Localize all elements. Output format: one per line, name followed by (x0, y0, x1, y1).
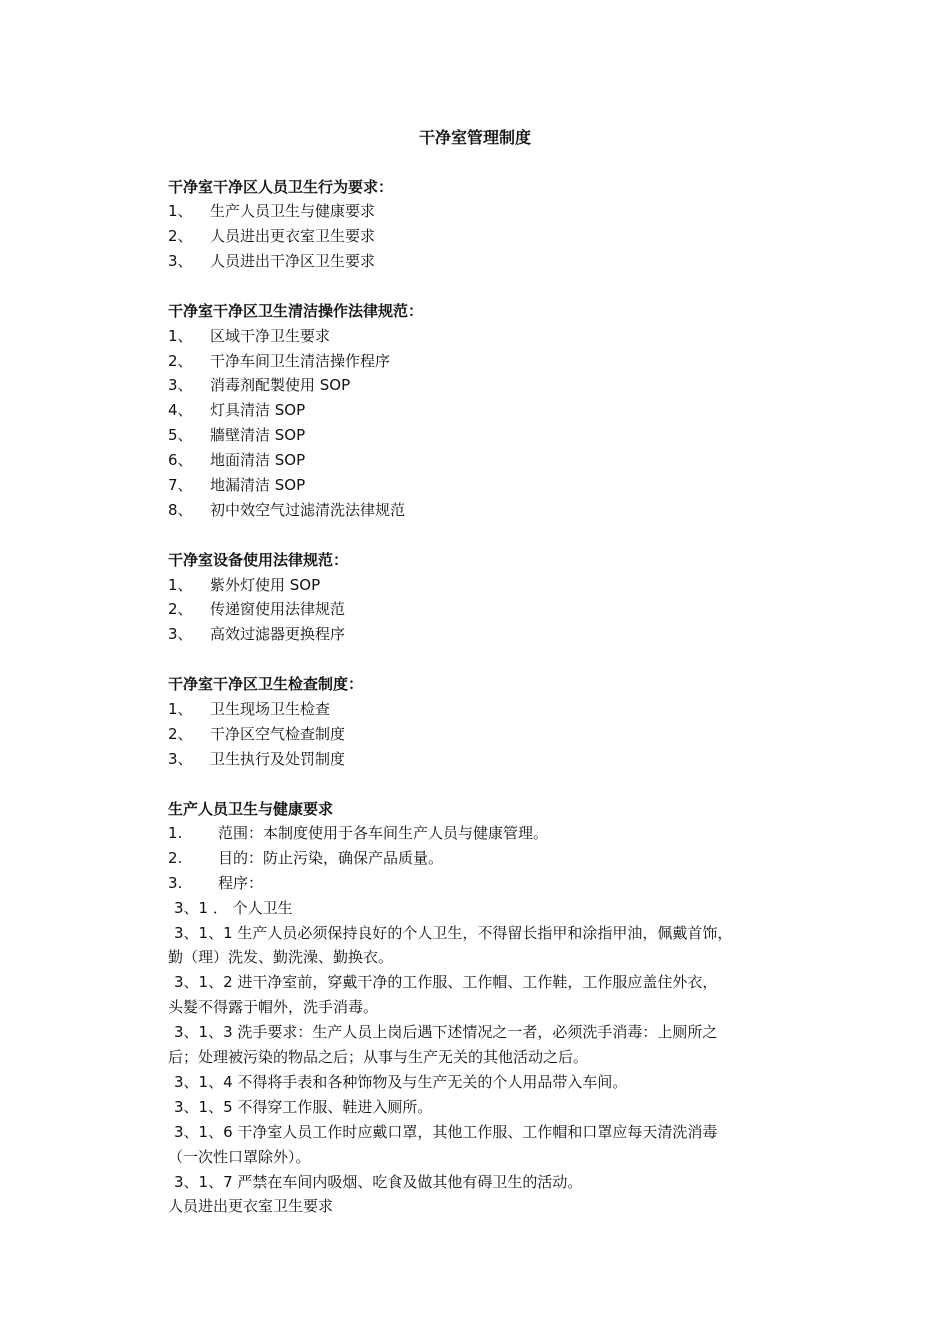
item-text: 高效过滤器更换程序 (210, 625, 346, 643)
list-item (168, 722, 345, 746)
item-text: 地漏清洁 SOP (210, 476, 306, 494)
list-item (168, 199, 375, 223)
paragraph-line: （一次性口罩除外）。 (168, 1148, 311, 1166)
list-item (168, 622, 345, 646)
list-item (168, 448, 305, 472)
item-number: 1、 (168, 576, 193, 594)
section-heading-health-requirements: 生产人员卫生与健康要求 (168, 800, 334, 818)
item-number: 8、 (168, 501, 193, 519)
list-item (168, 373, 350, 397)
item-number: 3、 (168, 625, 193, 643)
section-heading-personnel-hygiene: 干净室干净区人员卫生行为要求： (168, 178, 394, 196)
list-item (168, 697, 330, 721)
item-number: 2、 (168, 725, 193, 743)
item-number: 1、 (168, 202, 193, 220)
item-text: 灯具清洁 SOP (210, 401, 306, 419)
list-item (168, 473, 305, 497)
list-item (168, 573, 320, 597)
item-text: 范围：本制度使用于各车间生产人员与健康管理。 (218, 824, 549, 842)
paragraph-line: 人员进出更衣室卫生要求 (168, 1197, 334, 1215)
document-title: 干净室管理制度 (418, 128, 531, 147)
item-text: 程序： (218, 874, 264, 892)
item-number: 1、 (168, 327, 193, 345)
item-number: 2、 (168, 600, 193, 618)
paragraph-line: 头髮不得露于帽外，洗手消毒。 (168, 998, 379, 1016)
paragraph-line: 后；处理被污染的物品之后；从事与生产无关的其他活动之后。 (168, 1048, 589, 1066)
paragraph-line: 3、1、1 生产人员必须保持良好的个人卫生，不得留长指甲和涂指甲油，佩戴首饰， (174, 924, 733, 942)
item-number: 2、 (168, 227, 193, 245)
list-item (168, 398, 305, 422)
item-text: 牆壁清洁 SOP (210, 426, 306, 444)
paragraph-line: 3、1、7 严禁在车间内吸烟、吃食及做其他有碍卫生的活动。 (174, 1173, 583, 1191)
list-item (168, 846, 443, 870)
item-number: 1. (168, 824, 183, 842)
item-text: 人员进出干净区卫生要求 (210, 252, 376, 270)
list-item (168, 224, 375, 248)
item-text: 干净车间卫生清洁操作程序 (210, 352, 391, 370)
item-text: 区域干净卫生要求 (210, 327, 331, 345)
item-number: 2. (168, 849, 183, 867)
item-number: 3、 (168, 376, 193, 394)
paragraph-line: 3、1、5 不得穿工作服、鞋进入厕所。 (174, 1098, 433, 1116)
item-text: 目的：防止污染，确保产品质量。 (218, 849, 444, 867)
item-number: 3. (168, 874, 183, 892)
list-item (168, 324, 330, 348)
list-item (168, 747, 345, 771)
paragraph-line: 3、1 ． 个人卫生 (174, 899, 293, 917)
list-item (168, 498, 405, 522)
item-number: 3、 (168, 252, 193, 270)
section-heading-equipment: 干净室设备使用法律规范： (168, 551, 349, 569)
list-item (168, 423, 305, 447)
item-text: 干净区空气检查制度 (210, 725, 346, 743)
section-heading-inspection: 干净室干净区卫生检查制度： (168, 675, 364, 693)
item-text: 生产人员卫生与健康要求 (210, 202, 376, 220)
item-number: 1、 (168, 700, 193, 718)
item-number: 6、 (168, 451, 193, 469)
paragraph-line: 3、1、2 进干净室前，穿戴干净的工作服、工作帽、工作鞋，工作服应盖住外衣， (174, 973, 718, 991)
item-number: 4、 (168, 401, 193, 419)
item-text: 紫外灯使用 SOP (210, 576, 321, 594)
item-text: 卫生现场卫生检查 (210, 700, 331, 718)
list-item (168, 821, 548, 845)
paragraph-line: 3、1、3 洗手要求：生产人员上岗后遇下述情况之一者，必须洗手消毒：上厕所之 (174, 1023, 718, 1041)
item-text: 消毒剂配製使用 SOP (210, 376, 351, 394)
item-text: 地面清洁 SOP (210, 451, 306, 469)
item-number: 7、 (168, 476, 193, 494)
section-heading-cleaning-operations: 干净室干净区卫生清洁操作法律规范： (168, 302, 424, 320)
list-item (168, 249, 375, 273)
item-text: 传递窗使用法律规范 (210, 600, 346, 618)
list-item (168, 871, 263, 895)
item-text: 人员进出更衣室卫生要求 (210, 227, 376, 245)
paragraph-line: 3、1、6 干净室人员工作时应戴口罩，其他工作服、工作帽和口罩应每天清洗消毒 (174, 1123, 718, 1141)
list-item (168, 349, 390, 373)
item-number: 2、 (168, 352, 193, 370)
paragraph-line: 勤（理）洗发、勤洗澡、勤换衣。 (168, 948, 394, 966)
paragraph-line: 3、1、4 不得将手表和各种饰物及与生产无关的个人用品带入车间。 (174, 1073, 628, 1091)
item-number: 3、 (168, 750, 193, 768)
list-item (168, 597, 345, 621)
item-number: 5、 (168, 426, 193, 444)
item-text: 卫生执行及处罚制度 (210, 750, 346, 768)
item-text: 初中效空气过滤清洗法律规范 (210, 501, 406, 519)
